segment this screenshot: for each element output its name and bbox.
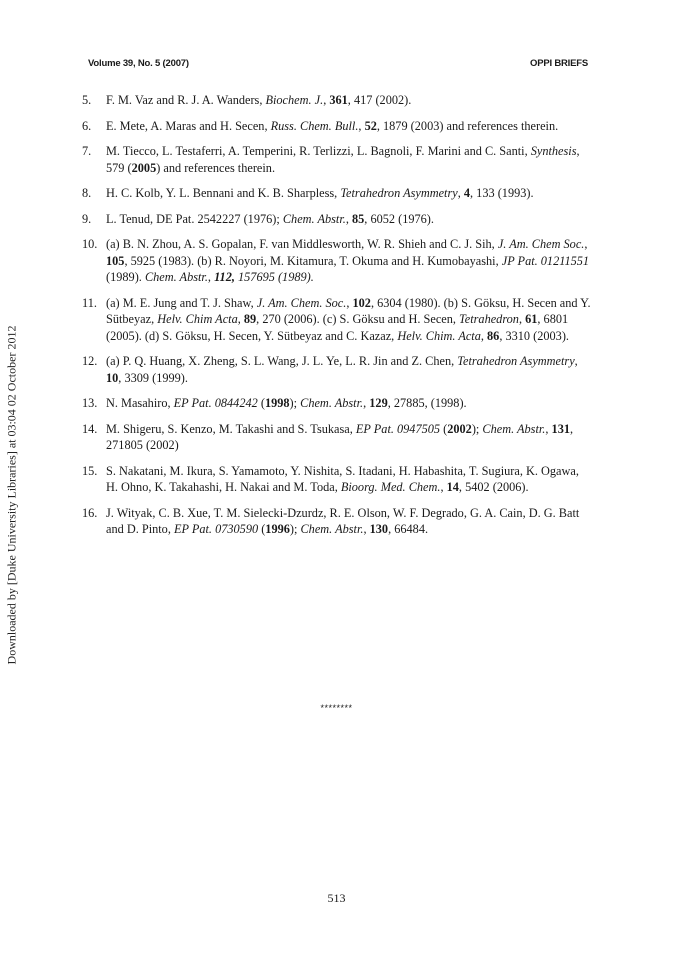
reference-segment: , 133 (1993). (470, 186, 534, 200)
reference-item (82, 211, 592, 228)
running-header (88, 58, 588, 72)
reference-segment: (a) M. E. Jung and T. J. Shaw, (106, 295, 257, 310)
reference-segment: 361 (329, 93, 348, 107)
reference-segment: , (363, 522, 370, 536)
reference-segment: , (363, 396, 370, 410)
reference-segment: , (345, 211, 352, 226)
reference-segment: 4 (463, 186, 471, 200)
reference-segment: , 1879 (2003) and references therein. (376, 118, 559, 133)
reference-text (106, 396, 467, 410)
reference-segment: 157695 (1989). (234, 270, 314, 284)
reference-segment: Chem. Abstr. (300, 522, 364, 536)
reference-number: 6. (82, 118, 92, 133)
reference-segment: , (440, 480, 447, 494)
reference-segment: Helv. Chim Acta (157, 312, 238, 326)
reference-text (106, 186, 534, 200)
reference-number: 16. (82, 505, 98, 520)
reference-segment: ); (289, 522, 301, 536)
download-watermark (4, 300, 20, 690)
reference-segment: , 417 (2002). (347, 93, 412, 107)
reference-item (82, 185, 592, 202)
reference-number: 5. (82, 93, 92, 107)
reference-segment: Russ. Chem. Bull. (270, 118, 359, 133)
journal-volume: Volume 39, No. 5 (2007) (88, 58, 189, 69)
reference-segment: Chem. Abstr. (482, 421, 546, 436)
reference-text (106, 464, 579, 495)
reference-segment: 130 (369, 522, 389, 536)
reference-segment: Bioorg. Med. Chem. (340, 480, 441, 494)
reference-segment: , (346, 295, 353, 310)
reference-segment: , (480, 328, 488, 343)
reference-item (82, 395, 592, 412)
reference-segment: , 27885, (1998). (387, 396, 467, 410)
download-notice: Downloaded by [Duke University Libraries] at 03:04 02 October 2012 (4, 325, 19, 665)
reference-segment: Chem. Abstr. (300, 396, 364, 410)
reference-segment: (a) B. N. Zhou, A. S. Gopalan, F. van Middlesworth, W. R. Shieh and C. J. Sih, (106, 237, 498, 251)
reference-segment: 105 (106, 253, 125, 268)
reference-item (82, 236, 592, 286)
reference-segment: , (574, 354, 578, 368)
reference-item (82, 143, 592, 176)
reference-segment: Tetrahedron Asymmetry (340, 186, 458, 200)
reference-segment: , (518, 312, 526, 326)
reference-segment: 1996 (265, 522, 290, 536)
reference-segment: , (545, 421, 552, 436)
reference-segment: , 5925 (1983). (b) R. Noyori, M. Kitamura, T. Okuma and H. Kumobayashi, (124, 253, 502, 268)
reference-segment: M. Tiecco, L. Testaferri, A. Temperini, R. Terlizzi, L. Bagnoli, F. Marini and C. Santi, (106, 144, 531, 158)
reference-segment: , 271805 (2002) (106, 421, 574, 452)
reference-number: 14. (82, 421, 98, 436)
reference-segment: L. Tenud, DE Pat. 2542227 (1976); (106, 211, 283, 226)
reference-segment: Chem. Abstr. (144, 270, 208, 284)
reference-text (106, 422, 573, 453)
reference-segment: Helv. Chim. Acta (397, 328, 481, 343)
reference-segment: , 3310 (2003). (499, 328, 570, 343)
reference-segment: J. Wityak, C. B. Xue, T. M. Sielecki-Dzurdz, R. E. Olson, W. F. Degrado, G. A. Cain, D. G. Batt and D. Pinto, (106, 505, 580, 536)
reference-number: 13. (82, 396, 98, 410)
reference-segment: 85 (352, 211, 365, 226)
reference-segment: J. Am. Chem. Soc. (256, 295, 347, 310)
reference-text (106, 296, 591, 343)
reference-segment: ( (440, 421, 448, 436)
reference-text (106, 119, 558, 133)
reference-item (82, 463, 592, 496)
journal-section: OPPI BRIEFS (530, 58, 588, 69)
reference-text (106, 237, 589, 284)
reference-segment: EP Pat. 0844242 (173, 396, 258, 410)
reference-number: 15. (82, 463, 98, 478)
reference-segment: , 6304 (1980). (b) S. Göksu, H. Secen and Y. Sütbeyaz, (106, 295, 591, 326)
reference-item (82, 118, 592, 135)
reference-segment: H. C. Kolb, Y. L. Bennani and K. B. Sharpless, (106, 186, 341, 200)
reference-segment: (1989). (106, 270, 145, 284)
reference-number: 12. (82, 354, 98, 368)
reference-segment: J. Am. Chem Soc. (497, 237, 585, 251)
reference-item (82, 92, 592, 109)
reference-segment: Tetrahedron (459, 312, 519, 326)
reference-segment: Biochem. J. (265, 93, 324, 107)
reference-segment: , (358, 118, 365, 133)
reference-segment: , 3309 (1999). (118, 370, 188, 385)
reference-number: 7. (82, 144, 92, 158)
reference-item (82, 295, 592, 345)
reference-segment: Tetrahedron Asymmetry (457, 354, 575, 368)
reference-segment: , 270 (2006). (c) S. Göksu and H. Secen, (256, 312, 460, 326)
reference-text (106, 212, 434, 226)
reference-segment: , (323, 93, 330, 107)
reference-number: 8. (82, 186, 92, 200)
reference-segment: 61 (525, 312, 538, 326)
reference-segment: 10 (106, 370, 119, 385)
reference-segment: N. Masahiro, (106, 396, 174, 410)
reference-segment: , 66484. (388, 522, 429, 536)
reference-segment: 2002 (447, 421, 472, 436)
reference-segment: , (237, 312, 244, 326)
reference-text (106, 354, 578, 385)
reference-segment: 86 (487, 328, 500, 343)
reference-segment: M. Shigeru, S. Kenzo, M. Takashi and S. Tsukasa, (106, 421, 356, 436)
reference-number: 10. (82, 237, 98, 251)
reference-segment: F. M. Vaz and R. J. A. Wanders, (106, 93, 266, 107)
reference-segment: 112, (214, 270, 235, 284)
reference-segment: 1998 (264, 396, 290, 410)
reference-segment: JP Pat. 01211551 (501, 253, 590, 268)
reference-segment: , (584, 237, 588, 251)
reference-segment: 131 (551, 421, 570, 436)
reference-item (82, 505, 592, 538)
reference-segment: EP Pat. 0947505 (355, 421, 441, 436)
reference-segment: ); (471, 421, 483, 436)
reference-segment: Chem. Abstr. (282, 211, 346, 226)
reference-segment: ( (258, 522, 266, 536)
reference-segment: ( (257, 396, 265, 410)
reference-segment: 129 (369, 396, 388, 410)
reference-segment: , 6801 (2005). (d) S. Göksu, H. Secen, Y. Sütbeyaz and C. Kazaz, (106, 312, 569, 343)
reference-segment: (a) P. Q. Huang, X. Zheng, S. L. Wang, J. L. Ye, L. R. Jin and Z. Chen, (106, 354, 458, 368)
reference-segment: , (207, 270, 215, 284)
reference-segment: 14 (446, 480, 459, 494)
reference-segment: E. Mete, A. Maras and H. Secen, (106, 118, 271, 133)
reference-text (106, 506, 579, 537)
reference-segment: , (457, 186, 464, 200)
reference-segment: ); (289, 396, 301, 410)
reference-segment: ) and references therein. (156, 160, 276, 175)
reference-segment: , 5402 (2006). (458, 480, 529, 494)
reference-segment: Synthesis (530, 144, 577, 158)
reference-segment: , 6052 (1976). (364, 211, 434, 226)
reference-segment: S. Nakatani, M. Ikura, S. Yamamoto, Y. Nishita, S. Itadani, H. Habashita, T. Sugiura, K. Ogawa, H. Ohno, K. Takahashi, H. Nakai and M. Toda, (106, 463, 579, 494)
reference-segment: EP Pat. 0730590 (173, 522, 259, 536)
reference-segment: 2005 (131, 160, 157, 175)
reference-segment: 102 (352, 295, 371, 310)
reference-item (82, 421, 592, 454)
reference-item (82, 353, 592, 386)
reference-segment: 89 (243, 312, 257, 326)
reference-text (106, 93, 411, 107)
reference-text (106, 144, 580, 175)
end-separator: ******** (320, 703, 353, 713)
reference-number: 11. (82, 295, 97, 310)
reference-segment: 52 (364, 118, 377, 133)
page-number: 513 (327, 891, 346, 905)
reference-segment: , 579 ( (106, 144, 580, 175)
reference-number: 9. (82, 211, 92, 226)
reference-list (82, 92, 592, 538)
